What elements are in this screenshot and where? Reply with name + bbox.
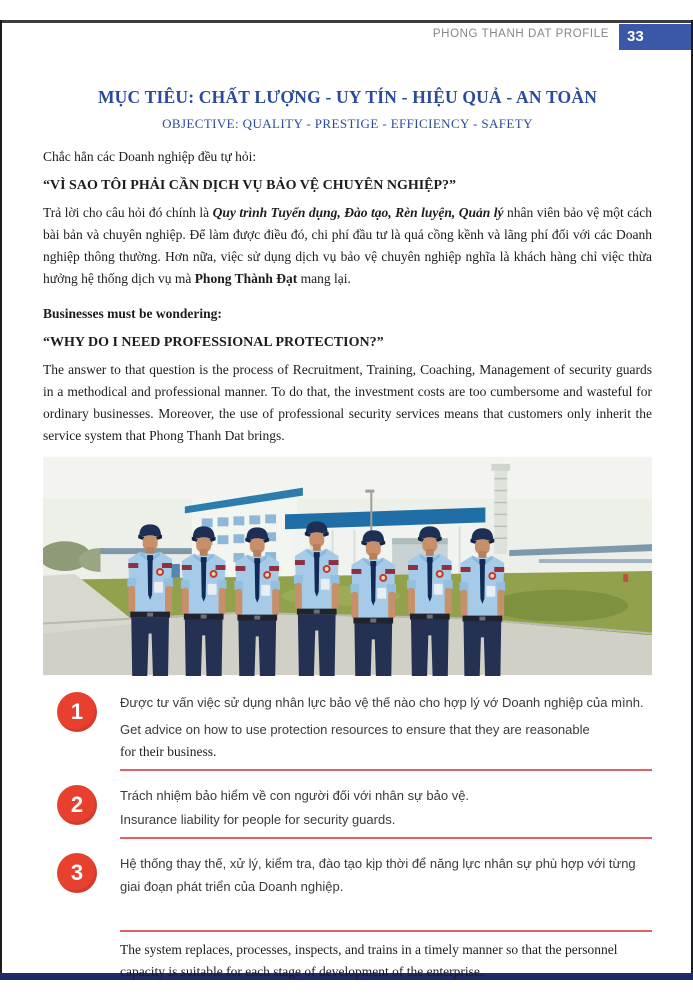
list-item: [43, 784, 652, 839]
page-title: MỤC TIÊU: CHẤT LƯỢNG - UY TÍN - HIỆU QUẢ - AN TOÀN: [97, 87, 598, 107]
item-text-vi: Trách nhiệm bảo hiểm về con người đối với nhân sự bảo vệ.: [120, 788, 470, 803]
item-text-vi: Hệ thống thay thế, xử lý, kiểm tra, đào tạo kịp thời để năng lực nhân sự phù hợp với từng giai đoạn phát triển của Doanh nghiệp.: [120, 856, 636, 894]
intro-line-vi: Chắc hẳn các Doanh nghiệp đều tự hỏi:: [43, 149, 257, 164]
list-item: [43, 852, 652, 983]
page-border-left: [0, 20, 2, 980]
page-number-badge: 33: [619, 24, 691, 50]
item-body: [120, 784, 652, 839]
team-photo: [43, 456, 652, 676]
item-text-en: Insurance liability for people for security guards.: [120, 812, 396, 827]
intro-line-en: Businesses must be wondering:: [43, 306, 222, 321]
red-divider: [120, 769, 652, 771]
page-subtitle: OBJECTIVE: QUALITY - PRESTIGE - EFFICIENCY - SAFETY: [162, 116, 533, 131]
profile-label: PHONG THANH DAT PROFILE: [432, 28, 609, 40]
item-text-en-serif: The system replaces, processes, inspects, and trains in a timely manner so that the personnel capacity is suitable for each stage of development of the enterprise.: [120, 942, 618, 979]
page-content: [43, 86, 652, 996]
item-text-vi: Được tư vấn việc sử dụng nhân lực bảo vệ thế nào cho hợp lý vớ Doanh nghiệp của mình.: [120, 695, 644, 710]
item-body: [120, 852, 652, 983]
paragraph-vi-text: mang lại.: [297, 271, 351, 286]
paragraph-vi: [43, 202, 652, 290]
item-number-badge: 3: [57, 853, 97, 893]
advantages-list: [43, 691, 652, 983]
red-divider: [120, 837, 652, 839]
item-text-en: Get advice on how to use protection resources to ensure that they are reasonable: [120, 722, 590, 737]
paragraph-vi-text: nhân viên bảo vệ một cách bài bản và chuyên nghiệp. Để làm được điều đó, chi phí đầu tư là quá cồng kềnh và lãng phí đối với các Doanh nghiệp thông thường. Hơn nữa, việc sử dụng dịch vụ bảo vệ chuyên nghiệp nghĩa là khách hàng chỉ việc thừa hưởng hệ thống dịch vụ mà: [43, 205, 652, 286]
item-body: [120, 691, 652, 771]
red-divider: [120, 930, 652, 932]
header-rule: [0, 20, 693, 23]
paragraph-en: The answer to that question is the process of Recruitment, Training, Coaching, Management of security guards in a methodical and professional manner. To do that, the investment costs are too cumbersome and wasteful for ordinary businesses. Moreover, the use of professional security services means that customers only inherit the service system that Phong Thanh Dat brings.: [43, 362, 652, 443]
spacer: [120, 898, 652, 924]
question-vi: “VÌ SAO TÔI PHẢI CẦN DỊCH VỤ BẢO VỆ CHUYÊN NGHIỆP?”: [43, 178, 457, 193]
company-name: Phong Thành Đạt: [194, 271, 298, 286]
question-en: “WHY DO I NEED PROFESSIONAL PROTECTION?”: [43, 335, 384, 350]
paragraph-vi-text: Trả lời cho câu hỏi đó chính là: [43, 205, 213, 220]
item-number-badge: 1: [57, 692, 97, 732]
item-number-badge: 2: [57, 785, 97, 825]
item-text-en-serif: for their business.: [120, 744, 217, 759]
process-keywords: Quy trình Tuyển dụng, Đào tạo, Rèn luyện, Quản lý: [212, 205, 504, 220]
list-item: [43, 691, 652, 771]
